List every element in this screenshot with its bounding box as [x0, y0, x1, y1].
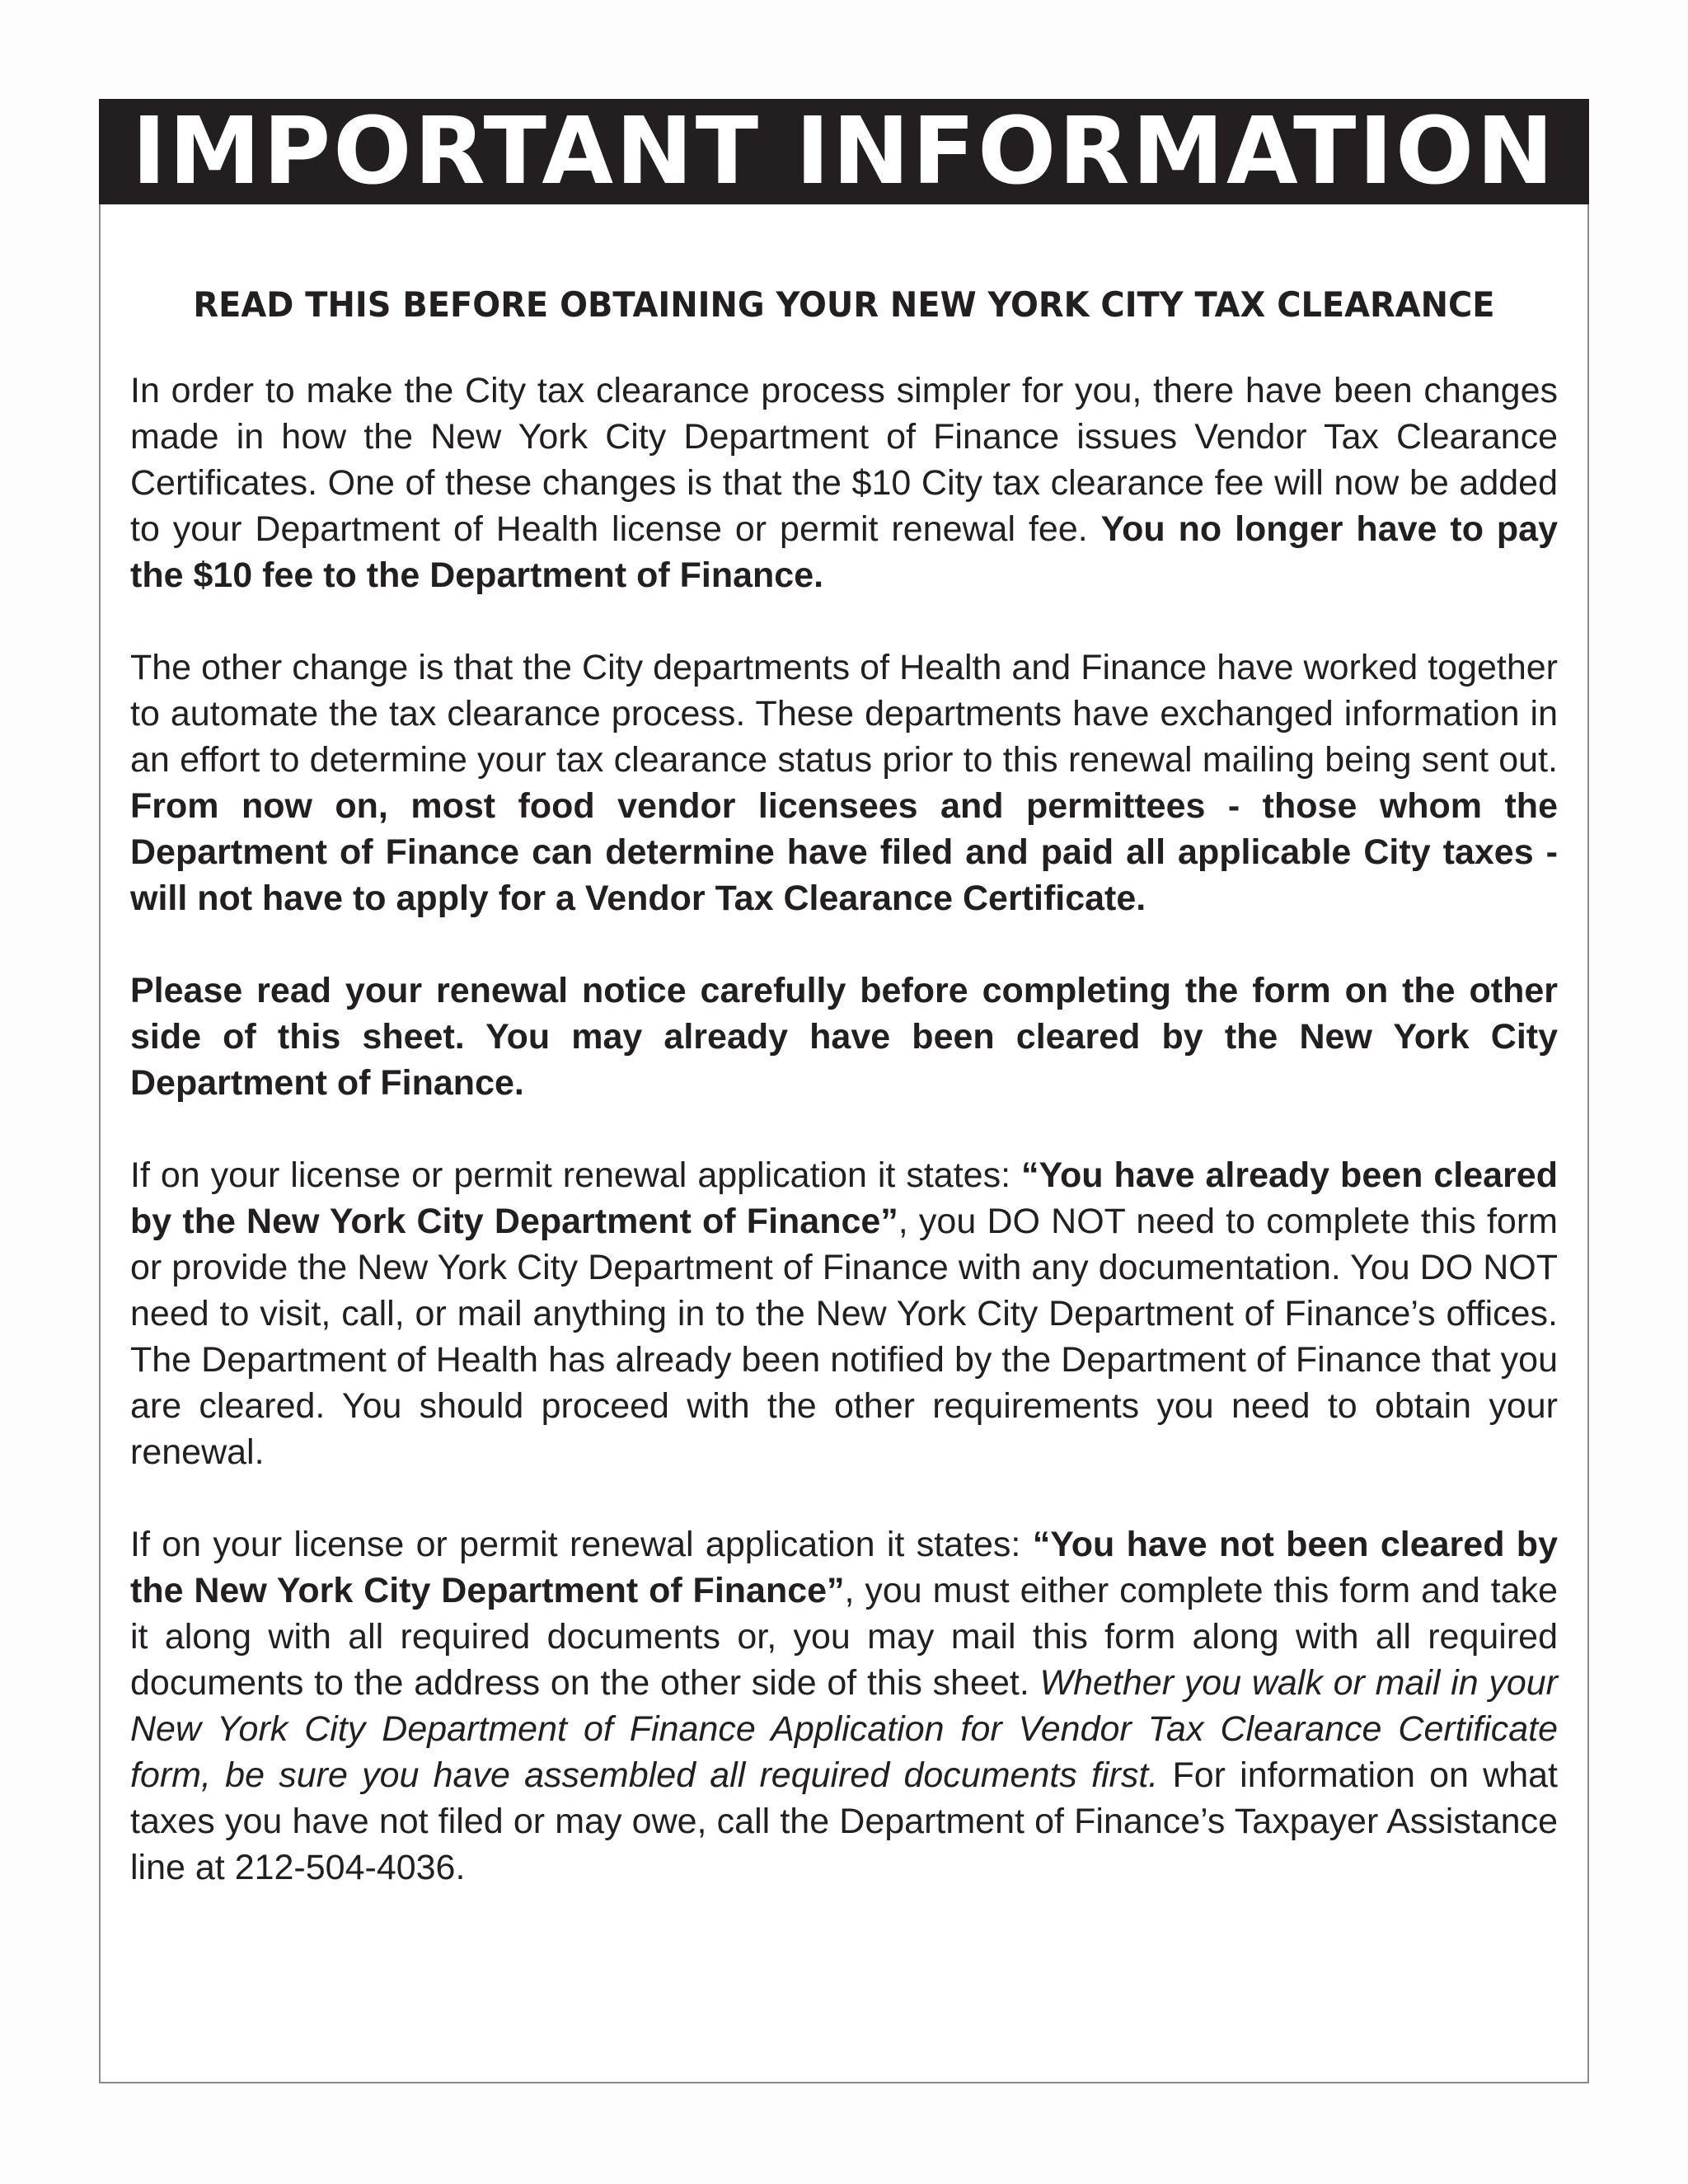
not-cleared-italic: Whether you walk or mail in your New York City Department of Finance Application for Vendor Tax Clearance Certificate form, be sure you have assembled all required documents first. [130, 1663, 1559, 1795]
read-notice-bold: Please read your renewal notice carefully before completing the form on the other side of this sheet. You may already have been cleared by the New York City Department of Finance. [130, 971, 1558, 1103]
paragraph-not-cleared [130, 1521, 1558, 1891]
not-cleared-text-1: If on your license or permit renewal application it states: [130, 1525, 1033, 1564]
not-cleared-text-3: For information on what taxes you have not filed or may owe, call the Department of Finance’s Taxpayer Assistance line at 212-504-4036. [130, 1755, 1558, 1887]
already-cleared-text-2: , you DO NOT need to complete this form or provide the New York City Department of Finance with any documentation. You DO NOT need to visit, call, or mail anything in to the New York City Department of Finance’s offices. The Department of Health has already been notified by the Department of Finance that you are cleared. You should proceed with the other requirements you need to obtain your renewal. [130, 1202, 1558, 1472]
important-information-banner: IMPORTANT INFORMATION [99, 99, 1589, 204]
not-cleared-bold: “You have not been cleared by the New York City Department of Finance” [130, 1525, 1558, 1610]
notice-box [99, 99, 1589, 2083]
already-cleared-text-1: If on your license or permit renewal application it states: [130, 1155, 1021, 1195]
notice-content [130, 282, 1558, 1937]
fee-change-bold: You no longer have to pay the $10 fee to the Department of Finance. [130, 509, 1559, 595]
paragraph-fee-change [130, 368, 1558, 598]
paragraph-automation [130, 644, 1558, 921]
automation-text: The other change is that the City departments of Health and Finance have worked together to automate the tax clearance process. These departments have exchanged information in an effort to determine your tax clearance status prior to this renewal mailing being sent out. [130, 648, 1558, 780]
already-cleared-bold: “You have already been cleared by the New York City Department of Finance” [130, 1155, 1558, 1241]
read-before-heading: READ THIS BEFORE OBTAINING YOUR NEW YORK CITY TAX CLEARANCE [193, 284, 1495, 325]
automation-bold: From now on, most food vendor licensees and permittees - those whom the Department of Finance can determine have filed and paid all applicable City taxes - will not have to apply for a Vendor Tax Clearance Certificate. [130, 786, 1558, 918]
paragraph-already-cleared [130, 1152, 1558, 1475]
paragraph-read-notice [130, 968, 1558, 1106]
not-cleared-text-2: , you must either complete this form and take it along with all required documents or, you may mail this form along with all required documents to the address on the other side of this sheet. [130, 1571, 1558, 1703]
fee-change-text: In order to make the City tax clearance process simpler for you, there have been changes made in how the New York City Department of Finance issues Vendor Tax Clearance Certificates. One of these changes is that the $10 City tax clearance fee will now be added to your Department of Health license or permit renewal fee. [130, 371, 1558, 549]
